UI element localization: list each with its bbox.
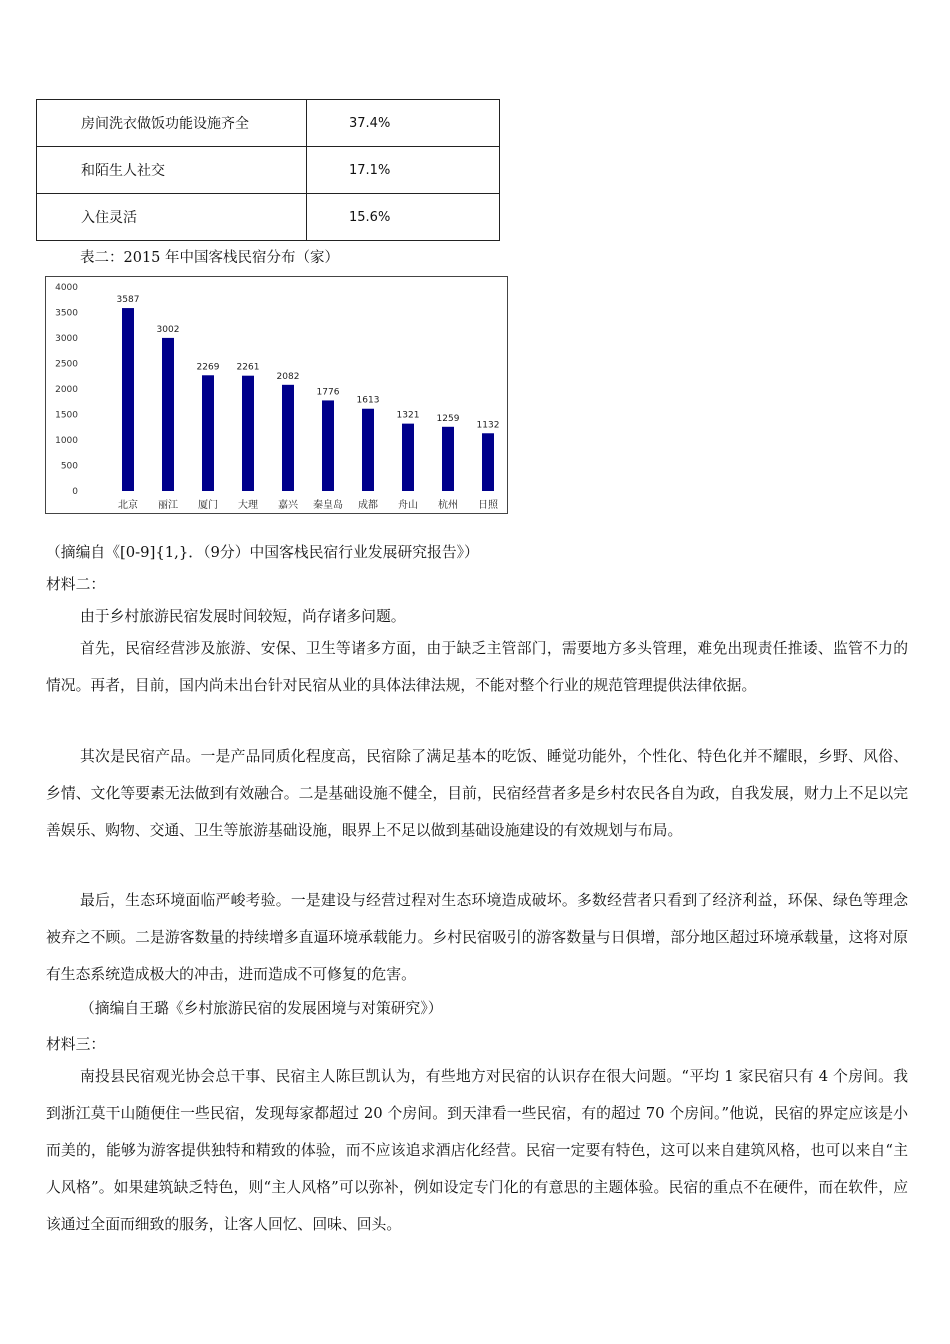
x-tick-label: 厦门	[198, 500, 218, 511]
y-tick-label: 2000	[55, 385, 78, 395]
x-tick-label: 日照	[478, 500, 498, 511]
material-two-heading: 材料二：	[46, 576, 106, 593]
table-cell-value: 17.1%	[307, 147, 500, 194]
x-tick-label: 杭州	[438, 500, 458, 511]
x-tick-label: 丽江	[158, 500, 178, 511]
y-tick-label: 1000	[55, 436, 78, 446]
bar	[242, 376, 254, 491]
bar-chart	[45, 276, 508, 514]
x-tick-label: 北京	[118, 500, 138, 511]
bar	[162, 338, 174, 491]
table-cell-value: 37.4%	[307, 100, 500, 147]
table-two-caption: 表二：2015 年中国客栈民宿分布（家）	[80, 250, 340, 266]
table-row	[37, 100, 500, 147]
table-cell-name: 入住灵活	[37, 194, 307, 241]
bar	[282, 385, 294, 491]
material-two-paragraph: 首先，民宿经营涉及旅游、安保、卫生等诸多方面，由于缺乏主管部门，需要地方多头管理，难免出现责任推诿、监管不力的情况。再者，目前，国内尚未出台针对民宿从业的具体法律法规，不能对整个行业的规范管理提供法律依据。	[46, 640, 908, 694]
material-two-source: （摘编自王璐《乡村旅游民宿的发展困境与对策研究》）	[80, 1000, 443, 1017]
bar	[122, 308, 134, 491]
material-two-paragraph: 最后，生态环境面临严峻考验。一是建设与经营过程对生态环境造成破坏。多数经营者只看到了经济利益，环保、绿色等理念被弃之不顾。二是游客数量的持续增多直逼环境承载能力。乡村民宿吸引的游客数量与日俱增，部分地区超过环境承载量，这将对原有生态系统造成极大的冲击，进而造成不可修复的危害。	[46, 892, 908, 983]
x-tick-label: 秦皇岛	[313, 500, 343, 511]
x-tick-label: 嘉兴	[278, 500, 298, 511]
y-tick-label: 0	[72, 487, 78, 497]
data-label: 1321	[396, 410, 420, 421]
source-note-one: （摘编自《[0-9]{1,}．（9分）中国客栈民宿行业发展研究报告》）	[46, 544, 479, 561]
data-label: 2269	[196, 362, 220, 373]
y-tick-label: 1500	[55, 410, 78, 421]
data-label: 3587	[116, 295, 140, 306]
x-tick-label: 成都	[358, 500, 378, 511]
table-cell-value: 15.6%	[307, 194, 500, 241]
bar	[442, 427, 454, 491]
material-two-paragraph: 其次是民宿产品。一是产品同质化程度高，民宿除了满足基本的吃饭、睡觉功能外，个性化、特色化并不耀眼，乡野、风俗、乡情、文化等要素无法做到有效融合。二是基础设施不健全，目前，民宿经营者多是乡村农民各自为政，自我发展，财力上不足以完善娱乐、购物、交通、卫生等旅游基础设施，眼界上不足以做到基础设施建设的有效规划与布局。	[46, 748, 908, 839]
material-three-heading: 材料三：	[46, 1036, 106, 1053]
bar	[402, 424, 414, 491]
data-label: 2082	[276, 371, 300, 382]
table-cell-name: 和陌生人社交	[37, 147, 307, 194]
table-row	[37, 147, 500, 194]
bar-chart-svg	[46, 277, 507, 513]
x-tick-label: 大理	[238, 500, 258, 511]
data-label: 1132	[476, 420, 500, 431]
material-three-paragraph: 南投县民宿观光协会总干事、民宿主人陈巨凯认为，有些地方对民宿的认识存在很大问题。“平均 1 家民宿只有 4 个房间。我到浙江莫干山随便住一些民宿，发现每家都超过 20 个房间。到天津看一些民宿，有的超过 70 个房间。”他说，民宿的界定应该是小而美的，能够为游客提供独特和精致的体验，而不应该追求酒店化经营。民宿一定要有特色，这可以来自建筑风格，也可以来自“主人风格”。如果建筑缺乏特色，则“主人风格”可以弥补，例如设定专门化的有意思的主题体验。民宿的重点不在硬件，而在软件，应该通过全面而细致的服务，让客人回忆、回味、回头。	[46, 1068, 908, 1233]
data-label: 2261	[236, 362, 260, 373]
y-tick-label: 3500	[55, 308, 78, 319]
data-label: 1259	[436, 413, 460, 424]
data-label: 1613	[356, 395, 380, 406]
data-label: 1776	[316, 387, 340, 398]
table-row	[37, 194, 500, 241]
survey-table	[36, 99, 500, 241]
y-tick-label: 500	[60, 461, 78, 472]
bar	[482, 433, 494, 491]
y-tick-label: 4000	[55, 283, 78, 293]
bar	[202, 375, 214, 491]
material-two-paragraph: 由于乡村旅游民宿发展时间较短，尚存诸多问题。	[80, 608, 406, 625]
table-cell-name: 房间洗衣做饭功能设施齐全	[37, 100, 307, 147]
bar	[362, 409, 374, 491]
data-label: 3002	[156, 324, 180, 335]
x-tick-label: 舟山	[398, 500, 418, 511]
bar	[322, 400, 334, 491]
y-tick-label: 3000	[55, 334, 78, 344]
y-tick-label: 2500	[55, 359, 78, 370]
